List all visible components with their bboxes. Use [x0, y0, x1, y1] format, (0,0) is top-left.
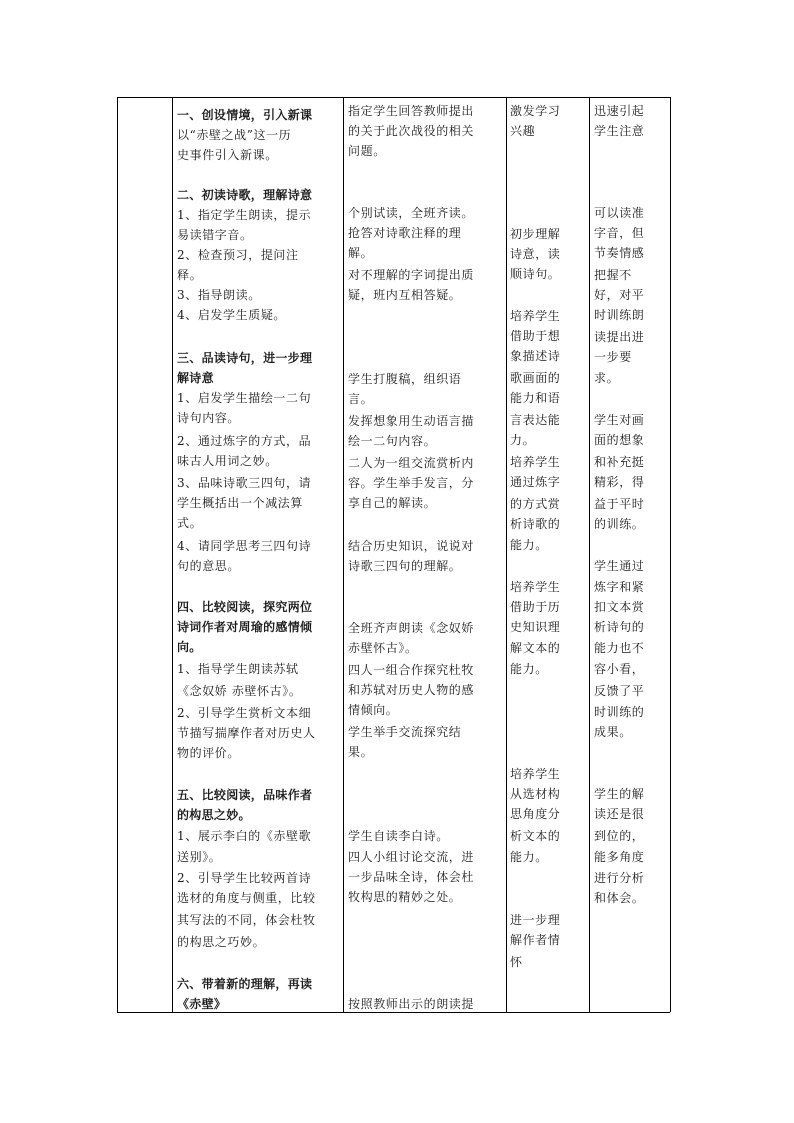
column-divider — [172, 97, 173, 1012]
cell-text-line: 象描述诗 — [510, 349, 561, 363]
cell-text-line: 进一步理 — [510, 913, 561, 927]
cell-text-line: 疑，班内互相答疑。 — [348, 288, 462, 302]
section-heading: 诗词作者对周瑜的感情倾 — [177, 620, 313, 634]
section-heading: 向。 — [177, 640, 202, 654]
cell-text-line: 初步理解 — [510, 227, 561, 241]
cell-text-line: 迅速引起 — [594, 104, 645, 118]
cell-text-line: 节奏情感 — [594, 246, 645, 260]
teaching-process-column — [177, 97, 349, 1012]
cell-text-line: 送别》。 — [177, 850, 222, 864]
cell-text-line: 学生概括出一个减法算 — [177, 496, 304, 510]
section-heading: 一、创设情境，引入新课 — [177, 108, 313, 122]
cell-text-line: 时训练朗 — [594, 308, 645, 322]
cell-text-line: 赤壁怀古》。 — [348, 641, 418, 655]
cell-text-line: 把握不 — [594, 268, 632, 282]
cell-text-line: 思角度分 — [510, 807, 561, 821]
cell-text-line: 问题。 — [348, 144, 386, 158]
cell-text-line: 读提出进 — [594, 330, 645, 344]
cell-text-line: 解作者情 — [510, 933, 561, 947]
cell-text-line: 兴趣 — [510, 124, 536, 138]
cell-text-line: 2、引导学生比较两首诗 — [177, 871, 312, 885]
cell-text-line: 和体会。 — [594, 891, 645, 905]
cell-text-line: 言表达能 — [510, 413, 561, 427]
cell-text-line: 培养学生 — [510, 309, 561, 323]
cell-text-line: 能力。 — [510, 850, 548, 864]
section-heading: 解诗意 — [177, 371, 214, 385]
cell-text-line: 析诗句的 — [594, 620, 645, 634]
section-heading: 六、带着新的理解，再读 — [177, 977, 313, 991]
section-heading: 三、品读诗句，进一步理 — [177, 351, 313, 365]
cell-text-line: 益于平时 — [594, 497, 645, 511]
cell-text-line: 学生对画 — [594, 413, 645, 427]
cell-text-line: 1、启发学生描绘一二句 — [177, 391, 312, 405]
cell-text-line: 培养学生 — [510, 580, 561, 594]
table-right-border — [670, 97, 671, 1012]
cell-text-line: 容。学生举手发言，分 — [348, 476, 475, 490]
cell-text-line: 时训练的 — [594, 705, 645, 719]
cell-text-line: 的训练。 — [594, 517, 645, 531]
cell-text-line: 1、展示李白的《赤壁歌 — [177, 829, 312, 843]
section-heading: 《赤壁》 — [177, 997, 227, 1011]
cell-text-line: 2、通过炼字的方式，品 — [177, 434, 312, 448]
cell-text-line: 怀 — [510, 955, 523, 969]
cell-text-line: 和苏轼对历史人物的感 — [348, 683, 475, 697]
cell-text-line: 享自己的解读。 — [348, 496, 437, 510]
cell-text-line: 抢答对诗歌注释的理 — [348, 226, 462, 240]
cell-text-line: 诗意，读 — [510, 247, 561, 261]
cell-text-line: 到位的， — [594, 829, 645, 843]
cell-text-line: 1、指定学生朗读，提示 — [177, 208, 312, 222]
cell-text-line: 4、启发学生质疑。 — [177, 308, 287, 322]
cell-text-line: 容小看， — [594, 662, 645, 676]
cell-text-line: 借助于想 — [510, 329, 561, 343]
cell-text-line: 借助于历 — [510, 600, 561, 614]
cell-text-line: 通过炼字 — [510, 475, 561, 489]
cell-text-line: 学生通过 — [594, 559, 645, 573]
cell-text-line: 析诗歌的 — [510, 517, 561, 531]
cell-text-line: 能力也不 — [594, 641, 645, 655]
cell-text-line: 能多角度 — [594, 850, 645, 864]
column-divider — [506, 97, 507, 1012]
cell-text-line: 扣文本赏 — [594, 600, 645, 614]
cell-text-line: 3、指导朗读。 — [177, 288, 261, 302]
table-left-border — [117, 97, 118, 1012]
cell-text-line: 按照教师出示的朗读提 — [348, 997, 475, 1011]
cell-text-line: 能力和语 — [510, 391, 561, 405]
cell-text-line: 进行分析 — [594, 871, 645, 885]
cell-text-line: 指定学生回答教师提出 — [348, 104, 475, 118]
cell-text-line: 全班齐声朗读《念奴娇 — [348, 621, 475, 635]
cell-text-line: 可以读准 — [594, 206, 645, 220]
cell-text-line: 节描写揣摩作者对历史人 — [177, 726, 316, 740]
cell-text-line: 求。 — [594, 371, 620, 385]
cell-text-line: 诗句内容。 — [177, 411, 241, 425]
cell-text-line: 2、检查预习，提问注 — [177, 248, 299, 262]
cell-text-line: 成果。 — [594, 725, 632, 739]
cell-text-line: 好，对平 — [594, 288, 645, 302]
cell-text-line: 个别试读，全班齐读。 — [348, 206, 475, 220]
cell-text-line: 4、请同学思考三四句诗 — [177, 539, 312, 553]
cell-text-line: 顺诗句。 — [510, 267, 561, 281]
cell-text-line: 能力。 — [510, 662, 548, 676]
cell-text-line: 字音，但 — [594, 226, 645, 240]
cell-text-line: 读还是很 — [594, 807, 645, 821]
cell-text-line: 味古人用词之妙。 — [177, 454, 278, 468]
cell-text-line: 能力。 — [510, 538, 548, 552]
section-heading: 四、比较阅读，探究两位 — [177, 600, 313, 614]
section-heading: 二、初读诗歌，理解诗意 — [177, 188, 313, 202]
design-intent-column — [510, 97, 586, 1012]
cell-text-line: 以“赤壁之战”这一历 — [177, 128, 292, 142]
section-heading: 的构思之妙。 — [177, 808, 251, 822]
section-heading: 五、比较阅读，品味作者 — [177, 788, 313, 802]
cell-text-line: 句的意思。 — [177, 559, 241, 573]
cell-text-line: 和补充挺 — [594, 455, 645, 469]
cell-text-line: 牧构思的精妙之处。 — [348, 890, 462, 904]
cell-text-line: 从选材构 — [510, 787, 561, 801]
cell-text-line: 炼字和紧 — [594, 580, 645, 594]
cell-text-line: 反馈了平 — [594, 684, 645, 698]
cell-text-line: 其写法的不同，体会杜牧 — [177, 913, 316, 927]
cell-text-line: 学生注意 — [594, 124, 645, 138]
cell-text-line: 的关于此次战役的相关 — [348, 124, 475, 138]
cell-text-line: 解文本的 — [510, 641, 561, 655]
cell-text-line: 培养学生 — [510, 767, 561, 781]
cell-text-line: 诗歌三四句的理解。 — [348, 559, 462, 573]
cell-text-line: 的构思之巧妙。 — [177, 935, 266, 949]
cell-text-line: 四人小组讨论交流，进 — [348, 850, 475, 864]
cell-text-line: 发挥想象用生动语言描 — [348, 414, 475, 428]
cell-text-line: 言。 — [348, 392, 374, 406]
cell-text-line: 学生的解 — [594, 787, 645, 801]
cell-text-line: 激发学习 — [510, 104, 561, 118]
cell-text-line: 力。 — [510, 433, 536, 447]
cell-text-line: 二人为一组交流赏析内 — [348, 456, 475, 470]
cell-text-line: 解。 — [348, 246, 374, 260]
cell-text-line: 1、指导学生朗读苏轼 — [177, 662, 299, 676]
cell-text-line: 果。 — [348, 745, 374, 759]
table-bottom-border — [117, 1012, 670, 1013]
cell-text-line: 四人一组合作探究杜牧 — [348, 663, 475, 677]
cell-text-line: 释。 — [177, 268, 203, 282]
cell-text-line: 物的评价。 — [177, 746, 241, 760]
cell-text-line: 选材的角度与侧重，比较 — [177, 891, 316, 905]
cell-text-line: 学生举手交流探究结 — [348, 725, 462, 739]
cell-text-line: 史事件引入新课。 — [177, 148, 278, 162]
cell-text-line: 3、品味诗歌三四句，请 — [177, 476, 312, 490]
student-activity-column — [348, 97, 504, 1012]
cell-text-line: 史知识理 — [510, 620, 561, 634]
cell-text-line: 一步要 — [594, 350, 632, 364]
cell-text-line: 易读错字音。 — [177, 228, 253, 242]
cell-text-line: 情倾向。 — [348, 703, 399, 717]
cell-text-line: 结合历史知识，说说对 — [348, 539, 475, 553]
cell-text-line: 一步品味全诗，体会杜 — [348, 870, 475, 884]
cell-text-line: 面的想象 — [594, 433, 645, 447]
cell-text-line: 《念奴娇 赤壁怀古》。 — [177, 684, 302, 698]
cell-text-line: 绘一二句内容。 — [348, 434, 437, 448]
column-divider — [589, 97, 590, 1012]
cell-text-line: 学生自读李白诗。 — [348, 829, 449, 843]
reflection-column — [594, 97, 664, 1012]
cell-text-line: 学生打腹稿，组织语 — [348, 372, 462, 386]
cell-text-line: 培养学生 — [510, 455, 561, 469]
cell-text-line: 2、引导学生赏析文本细 — [177, 706, 312, 720]
cell-text-line: 式。 — [177, 516, 203, 530]
cell-text-line: 的方式赏 — [510, 497, 561, 511]
cell-text-line: 对不理解的字词提出质 — [348, 268, 475, 282]
cell-text-line: 精彩，得 — [594, 475, 645, 489]
cell-text-line: 析文本的 — [510, 829, 561, 843]
cell-text-line: 歌画面的 — [510, 371, 561, 385]
